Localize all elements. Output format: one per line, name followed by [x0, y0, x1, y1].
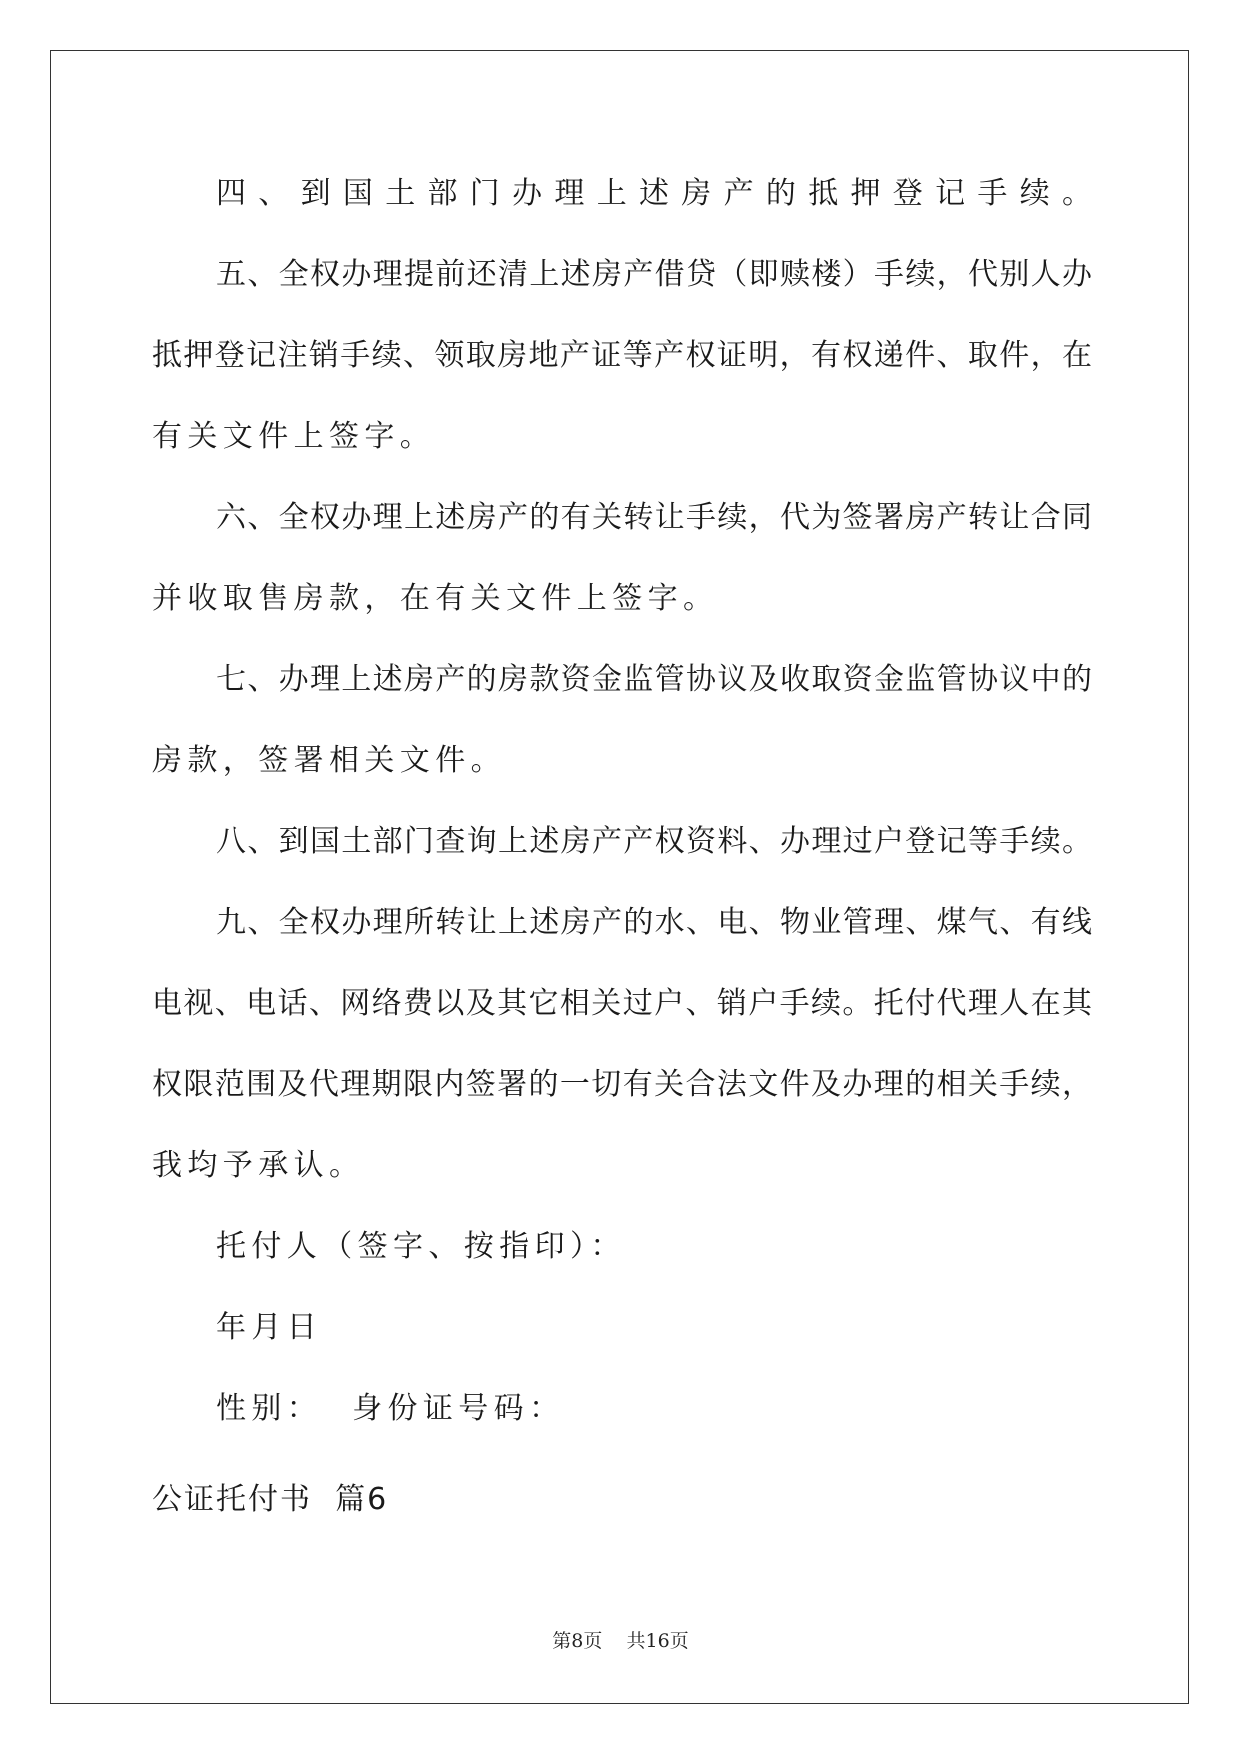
- paragraph-5-line-3: 有关文件上签字。: [152, 419, 436, 454]
- paragraph-8: 八、到国土部门查询上述房产产权资料、办理过户登记等手续。: [216, 824, 1092, 859]
- section-heading: 公证托付书 篇6: [152, 1482, 389, 1517]
- paragraph-7-line-1: 七、办理上述房产的房款资金监管协议及收取资金监管协议中的: [216, 662, 1092, 697]
- paragraph-6-line-2: 并收取售房款，在有关文件上签字。: [152, 581, 719, 616]
- paragraph-9-line-1: 九、全权办理所转让上述房产的水、电、物业管理、煤气、有线: [216, 905, 1092, 940]
- page-border: [50, 50, 1189, 1704]
- paragraph-7-line-2: 房款，签署相关文件。: [152, 743, 506, 778]
- paragraph-9-line-2: 电视、电话、网络费以及其它相关过户、销户手续。托付代理人在其: [152, 986, 1092, 1021]
- paragraph-5-line-1: 五、全权办理提前还清上述房产借贷（即赎楼）手续，代别人办: [216, 257, 1092, 292]
- date-line: 年月日: [216, 1310, 323, 1345]
- signature-line: 托付人（签字、按指印）：: [216, 1229, 626, 1264]
- paragraph-6-line-1: 六、全权办理上述房产的有关转让手续，代为签署房产转让合同: [216, 500, 1092, 535]
- paragraph-5-line-2: 抵押登记注销手续、领取房地产证等产权证明，有权递件、取件，在: [152, 338, 1092, 373]
- page-number: 第8页: [552, 1630, 603, 1652]
- page-total: 共16页: [626, 1630, 689, 1652]
- paragraph-9-line-4: 我均予承认。: [152, 1148, 365, 1183]
- gender-id-line: 性别： 身份证号码：: [216, 1391, 565, 1426]
- paragraph-9-line-3: 权限范围及代理期限内签署的一切有关合法文件及办理的相关手续，: [152, 1067, 1092, 1102]
- page-footer: [0, 1629, 1241, 1653]
- footer-spacer: [602, 1630, 626, 1652]
- paragraph-4: 四、到国土部门办理上述房产的抵押登记手续。: [216, 176, 1092, 211]
